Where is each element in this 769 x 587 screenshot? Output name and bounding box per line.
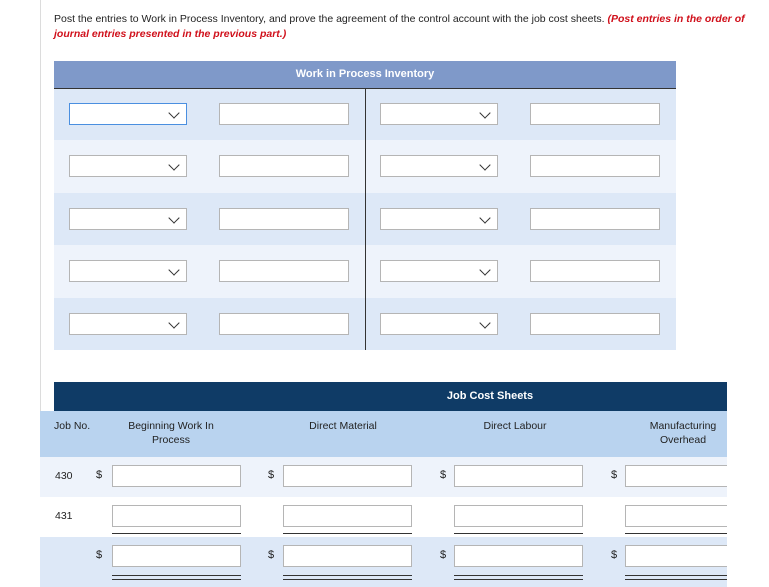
col-direct-material: Direct Material <box>309 420 377 432</box>
credit-account-select[interactable] <box>380 260 498 282</box>
table-row <box>40 537 727 587</box>
job-cost-sheets <box>54 382 727 411</box>
debit-amount-input[interactable] <box>219 155 349 177</box>
job-cost-sheets-header <box>54 382 727 411</box>
col-mfg-overhead: Manufacturing Overhead <box>649 420 717 446</box>
beginning-wip-total-input[interactable] <box>112 545 241 567</box>
direct-labour-input[interactable] <box>454 465 583 487</box>
debit-amount-input[interactable] <box>219 103 349 125</box>
double-underline <box>625 575 727 580</box>
chevron-down-icon <box>168 317 179 328</box>
dollar-sign: $ <box>611 469 618 481</box>
instructions <box>54 12 754 42</box>
job-number: 431 <box>55 510 73 522</box>
direct-material-total-input[interactable] <box>283 545 412 567</box>
dollar-sign: $ <box>268 549 275 561</box>
chevron-down-icon <box>479 160 490 171</box>
underline <box>454 533 583 534</box>
overhead-input[interactable] <box>625 505 727 527</box>
direct-material-input[interactable] <box>283 465 412 487</box>
chevron-down-icon <box>479 107 490 118</box>
debit-account-select[interactable] <box>69 103 187 125</box>
underline <box>283 533 412 534</box>
t-account <box>54 61 676 350</box>
job-number: 430 <box>55 470 73 482</box>
col-direct-labour: Direct Labour <box>483 420 547 432</box>
debit-account-select[interactable] <box>69 208 187 230</box>
double-underline <box>454 575 583 580</box>
table-row <box>40 497 727 537</box>
chevron-down-icon <box>168 107 179 118</box>
dollar-sign: $ <box>440 469 447 481</box>
table-row <box>40 457 727 497</box>
dollar-sign: $ <box>96 549 103 561</box>
job-cost-sheets-title: Job Cost Sheets <box>446 390 534 402</box>
direct-labour-total-input[interactable] <box>454 545 583 567</box>
direct-material-input[interactable] <box>283 505 412 527</box>
credit-account-select[interactable] <box>380 313 498 335</box>
t-account-title: Work in Process Inventory <box>54 61 676 88</box>
credit-account-select[interactable] <box>380 208 498 230</box>
credit-account-select[interactable] <box>380 155 498 177</box>
direct-labour-input[interactable] <box>454 505 583 527</box>
chevron-down-icon <box>479 317 490 328</box>
beginning-wip-input[interactable] <box>112 505 241 527</box>
underline <box>625 533 727 534</box>
credit-amount-input[interactable] <box>530 103 660 125</box>
debit-account-select[interactable] <box>69 260 187 282</box>
credit-amount-input[interactable] <box>530 313 660 335</box>
column-header-row <box>40 411 727 457</box>
beginning-wip-input[interactable] <box>112 465 241 487</box>
dollar-sign: $ <box>268 469 275 481</box>
instructions-note: (Post entries in the order of journal entries presented in the previous part.) <box>54 13 745 40</box>
dollar-sign: $ <box>96 469 103 481</box>
debit-account-select[interactable] <box>69 313 187 335</box>
debit-amount-input[interactable] <box>219 208 349 230</box>
underline <box>112 533 241 534</box>
chevron-down-icon <box>168 212 179 223</box>
credit-amount-input[interactable] <box>530 155 660 177</box>
debit-amount-input[interactable] <box>219 260 349 282</box>
chevron-down-icon <box>168 160 179 171</box>
chevron-down-icon <box>168 265 179 276</box>
dollar-sign: $ <box>611 549 618 561</box>
double-underline <box>283 575 412 580</box>
dollar-sign: $ <box>440 549 447 561</box>
chevron-down-icon <box>479 265 490 276</box>
chevron-down-icon <box>479 212 490 223</box>
credit-account-select[interactable] <box>380 103 498 125</box>
credit-amount-input[interactable] <box>530 208 660 230</box>
overhead-input[interactable] <box>625 465 727 487</box>
overhead-total-input[interactable] <box>625 545 727 567</box>
col-beginning-wip: Beginning Work In Process <box>128 420 214 446</box>
debit-account-select[interactable] <box>69 155 187 177</box>
col-job-no: Job No. <box>54 420 91 432</box>
debit-amount-input[interactable] <box>219 313 349 335</box>
t-account-divider <box>365 88 366 350</box>
t-account-body <box>54 88 676 350</box>
double-underline <box>112 575 241 580</box>
credit-amount-input[interactable] <box>530 260 660 282</box>
instructions-text: Post the entries to Work in Process Inventory, and prove the agreement of the control account with the job cost sheets. <box>54 13 605 25</box>
